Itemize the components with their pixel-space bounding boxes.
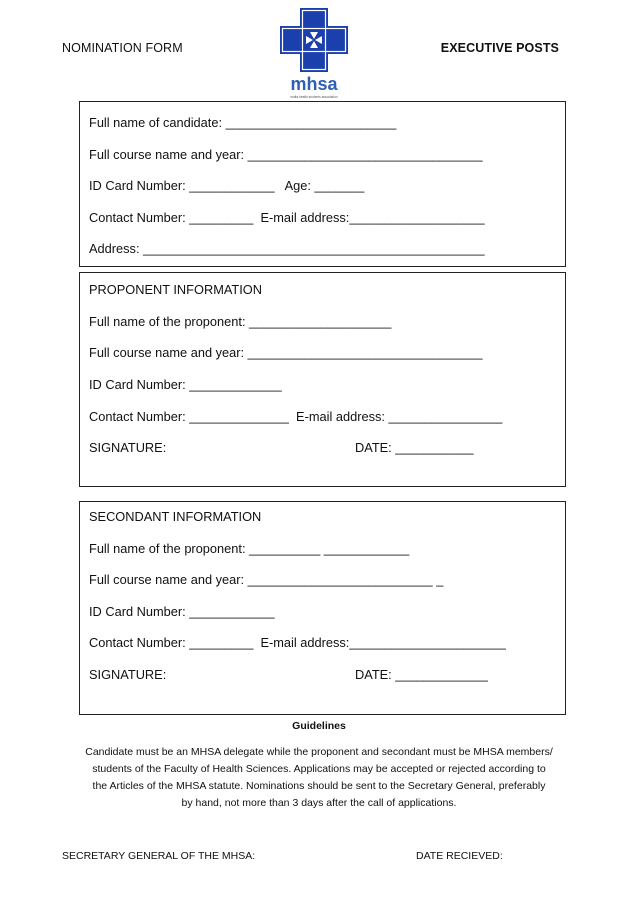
secondant-course-field[interactable]: Full course name and year: __________________________ _ — [89, 572, 444, 587]
secondant-id-field[interactable]: ID Card Number: ____________ — [89, 604, 275, 619]
proponent-section — [79, 272, 566, 487]
secondant-signature-label: SIGNATURE: — [89, 667, 167, 682]
proponent-heading: PROPONENT INFORMATION — [89, 282, 263, 297]
secondant-contact-email-field[interactable]: Contact Number: _________ E-mail address:______________________ — [89, 635, 506, 650]
candidate-contact-email-field[interactable]: Contact Number: _________ E-mail address:___________________ — [89, 210, 485, 225]
proponent-contact-email-field[interactable]: Contact Number: ______________ E-mail address: ________________ — [89, 409, 503, 424]
logo-brand-text: mhsa — [290, 74, 338, 94]
secondant-name-field[interactable]: Full name of the proponent: __________ ____________ — [89, 541, 410, 556]
secondant-section — [79, 501, 566, 715]
candidate-course-field[interactable]: Full course name and year: _________________________________ — [89, 147, 483, 162]
logo-tagline: malta health students association — [290, 95, 338, 99]
candidate-section — [79, 101, 566, 267]
proponent-date-field[interactable]: DATE: ___________ — [355, 440, 474, 455]
guidelines-title: Guidelines — [292, 720, 346, 732]
secondant-heading: SECONDANT INFORMATION — [89, 509, 262, 524]
mhsa-logo — [280, 8, 348, 100]
guidelines-text — [70, 744, 568, 812]
proponent-signature-label: SIGNATURE: — [89, 440, 167, 455]
guidelines-line: students of the Faculty of Health Sciences. Applications may be accepted or rejected according to — [92, 763, 546, 775]
secondant-date-field[interactable]: DATE: _____________ — [355, 667, 488, 682]
proponent-course-field[interactable]: Full course name and year: _________________________________ — [89, 345, 483, 360]
guidelines-line: Candidate must be an MHSA delegate while the proponent and secondant must be MHSA members/ — [85, 746, 553, 758]
candidate-name-field[interactable]: Full name of candidate: ________________________ — [89, 115, 397, 130]
form-title: NOMINATION FORM — [62, 41, 183, 55]
candidate-id-age-field[interactable]: ID Card Number: ____________ Age: _______ — [89, 178, 365, 193]
posts-title: EXECUTIVE POSTS — [440, 41, 559, 55]
proponent-name-field[interactable]: Full name of the proponent: ____________________ — [89, 314, 392, 329]
proponent-id-field[interactable]: ID Card Number: _____________ — [89, 377, 282, 392]
date-received-label: DATE RECIEVED: — [416, 850, 503, 862]
candidate-address-field[interactable]: Address: ________________________________________________ — [89, 241, 485, 256]
guidelines-line: by hand, not more than 3 days after the call of applications. — [181, 797, 457, 809]
secretary-signature-label: SECRETARY GENERAL OF THE MHSA: — [62, 850, 256, 862]
guidelines-line: the Articles of the MHSA statute. Nominations should be sent to the Secretary General, preferably — [92, 780, 546, 792]
logo-cross-horizontal — [280, 26, 348, 54]
